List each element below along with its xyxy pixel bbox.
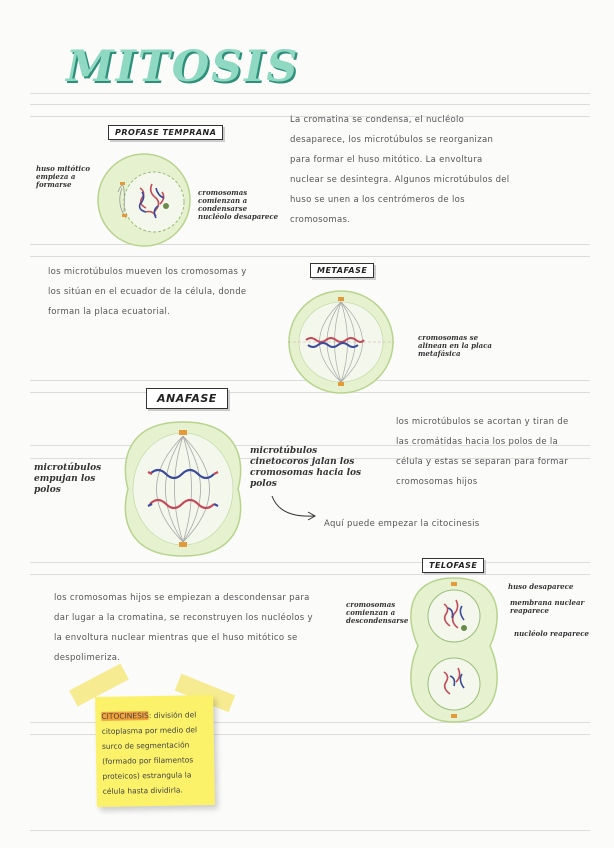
prophase-note: La cromatina se condensa, el nucléolo desaparece, los microtúbulos se reorganizan para formar el huso mitótico. La envoltura nuclear se desintegra. Algunos microtúbulos del huso se unen a los centrómeros de los cromosomas. [290,115,510,225]
anaphase-cell-drawing [120,420,246,558]
prophase-annotation-chromosomes: cromosomas comienzan a condensarse [198,188,248,213]
telophase-annotation-chromosomes: cromosomas comienzan a descondensarse [346,600,409,625]
rule-line [30,256,590,257]
sticky-note-text [101,707,209,799]
metaphase-cell-drawing [288,290,394,394]
rule-line [30,104,590,105]
metaphase-label: METAFASE [310,263,374,278]
rule-line [30,93,590,94]
rule-line [30,574,590,575]
anaphase-label: ANAFASE [146,388,228,409]
prophase-annotation-spindle: huso mitótico empieza a formarse [36,164,91,189]
sticky-note-body: : división del citoplasma por medio del surco de segmentación (formado por filamentos proteicos) estrangula la célula hasta dividirla. [101,710,198,796]
metaphase-annotation-chromosomes: cromosomas se alinean en la placa metafásica [418,333,492,358]
telophase-annotation-membrane: membrana nuclear reaparece [510,598,585,615]
prophase-annotation-nucleolus: nucléolo desaparece [198,212,279,221]
telophase-note: los cromosomas hijos se empiezan a descondensar para dar lugar a la cromatina, se reconstruyen los nucléolos y la envoltura nuclear mientras que el huso mitótico se despolimeriza. [54,593,313,663]
anaphase-annotation-kinetochore: microtúbulos cinetocoros jalan los cromosomas hacia los polos [250,446,362,489]
telophase-annotation-spindle: huso desaparece [508,582,574,591]
anaphase-arrow [270,494,320,524]
telophase-annotation-nucleolus: nucléolo reaparece [514,629,589,638]
anaphase-annotation-cytokinesis: Aquí puede empezar la citocinesis [324,519,480,529]
telophase-cell-drawing [404,576,504,724]
anaphase-annotation-polar: microtúbulos empujan los polos [34,463,102,495]
rule-line [30,562,590,563]
prophase-label: PROFASE TEMPRANA [108,125,223,140]
sticky-note [95,695,215,807]
sticky-note-term: CITOCINESIS [101,711,149,721]
telophase-label: TELOFASE [422,558,484,573]
metaphase-note: los microtúbulos mueven los cromosomas y los sitúan en el ecuador de la célula, donde forman la placa ecuatorial. [48,267,247,317]
page-title: MITOSIS [66,42,300,92]
anaphase-note: los microtúbulos se acortan y tiran de las cromátidas hacia los polos de la célula y estas se separan para formar cromosomas hijos [396,417,569,487]
prophase-cell-drawing [96,152,192,248]
rule-line [30,830,590,831]
